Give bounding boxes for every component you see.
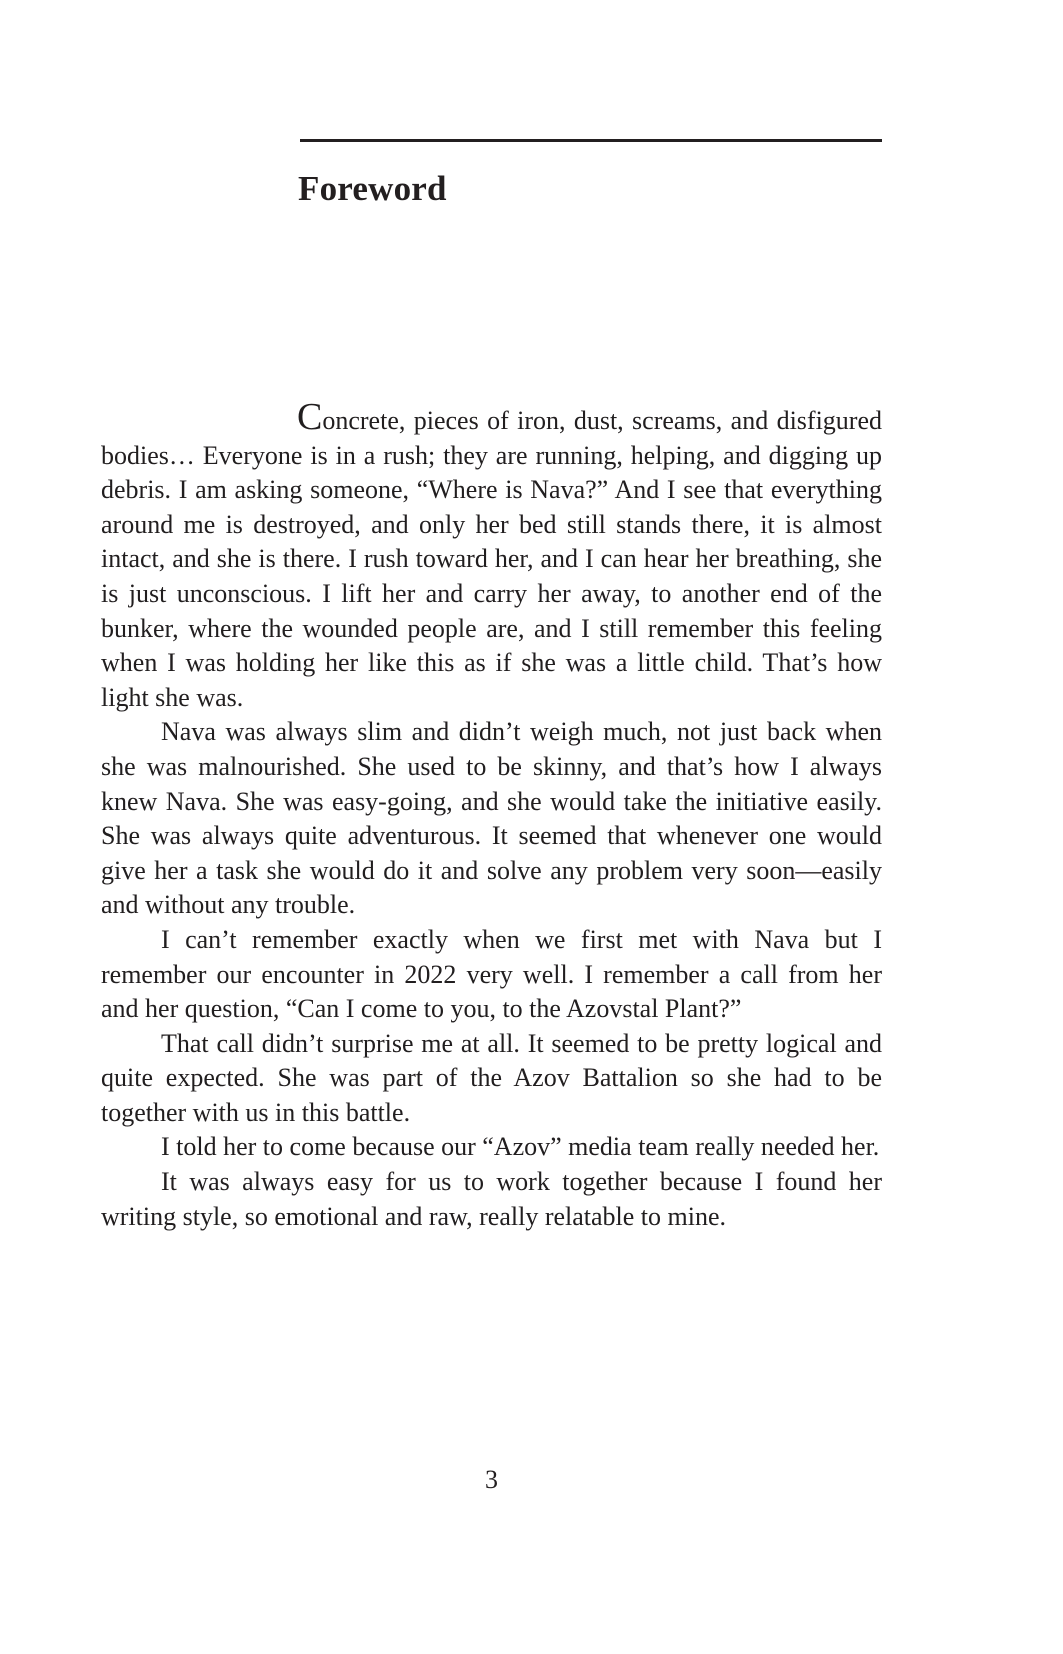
page-title: Foreword	[298, 169, 447, 208]
lead-capital: C	[297, 396, 323, 438]
body-text	[101, 396, 882, 1234]
paragraph: That call didn’t surprise me at all. It seemed to be pretty logical and quite expected. She was part of the Azov Battalion so she had to be together with us in this battle.	[101, 1028, 882, 1127]
paragraph: Nava was always slim and didn’t weigh much, not just back when she was malnourished. She used to be skinny, and that’s how I always knew Nava. She was easy-going, and she would take the initiative easily. She was always quite adventurous. It seemed that whenever one would give her a task she would do it and solve any problem very soon—easily and without any trouble.	[101, 717, 882, 920]
paragraph: I told her to come because our “Azov” media team really needed her.	[161, 1132, 880, 1162]
section-divider-rule	[300, 139, 882, 142]
paragraph: It was always easy for us to work together because I found her writing style, so emotional and raw, really relatable to mine.	[101, 1167, 882, 1231]
page-number: 3	[485, 1465, 498, 1494]
paragraph: Concrete, pieces of iron, dust, screams, and disfigured bodies… Everyone is in a rush; they are running, helping, and digging up debris. I am asking someone, “Where is Nava?” And I see that everything around me is destroyed, and only her bed still stands there, it is almost intact, and she is there. I rush toward her, and I can hear her breathing, she is just unconscious. I lift her and carry her away, to another end of the bunker, where the wounded people are, and I still remember this feeling when I was holding her like this as if she was a little child. That’s how light she was.	[101, 396, 882, 712]
paragraph: I can’t remember exactly when we first met with Nava but I remember our encounter in 2022 very well. I remember a call from her and her question, “Can I come to you, to the Azovstal Plant?”	[101, 924, 882, 1024]
